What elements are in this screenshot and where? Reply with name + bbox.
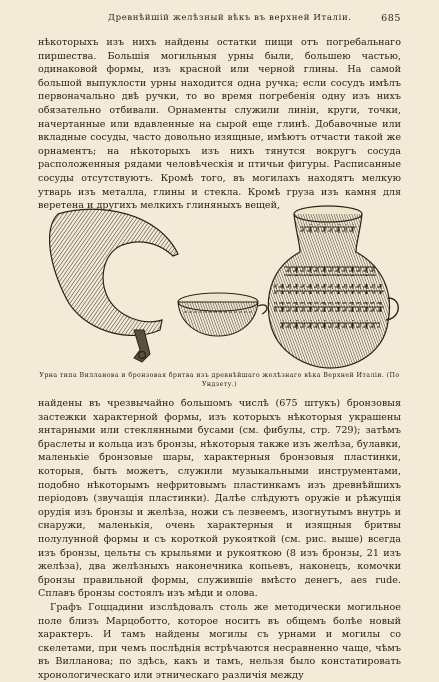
villanova-urn [268, 206, 398, 368]
bronze-razor [50, 209, 178, 362]
figure-caption: Урна типа Вилланова и бронзовая бритва изъ древнѣйшаго желѣзнаго вѣка Верхней Италіи. (По Ундзету.) [39, 372, 400, 388]
paragraph: найдены въ чрезвычайно большомъ числѣ (675 штукъ) бронзовыя застежки характерной формы, изъ которыхъ нѣкоторыя украшены янтарными или стеклянными бусами (см. фибулы, стр. 729); затѣмъ браслеты и кольца изъ бронзы, нѣкоторыя также изъ желѣза, булавки, маленькіе бронзовые шары, характерныя бронзовыя пластинки, которыя, быть можетъ, служили музыкальными инструментами, подобно нѣкоторымъ нефритовымъ пластинкамъ изъ древнѣйшихъ періодовъ (звучащія пластинки). Далѣе слѣдуютъ оружіе и рѣжущія орудія изъ бронзы и желѣза, ножи съ лезвеемъ, изогнутымъ внутрь и снаружи, маленькія, очень характерныя и изящныя бритвы полулунной формы и съ короткой рукояткой (см. рис. выше) всегда изъ бронзы, цельты съ крыльями и рукояткою (8 изъ бронзы, 21 изъ желѣза), два желѣзныхъ наконечника копьевъ, наконецъ, комочки бронзы правильной формы, служившіе вмѣсто денегъ, aes rude. Сплавъ бронзы состоялъ изъ мѣди и олова. [38, 398, 401, 600]
page-number: 685 [381, 13, 401, 24]
body-text-top [38, 36, 401, 213]
figure-illustration [38, 202, 401, 370]
small-bowl [178, 293, 267, 336]
paragraph: нѣкоторыхъ изъ нихъ найдены остатки пищи отъ погребальнаго пиршества. Большія могильныя урны были, большею частью, одинаковой формы, изъ красной или черной глины. На самой большой выпуклости урны находится одна ручка; если сосудъ имѣлъ первоначально двѣ ручки, то во время погребенія одну изъ нихъ обязательно отбивали. Орнаменты служили линіи, круги, точки, начертанные или вдавленные на сырой еще глинѣ. Добавочные или вкладные сосуды, часто довольно изящные, имѣютъ отчасти такой же орнаментъ; на нѣкоторыхъ изъ нихъ тянутся вокругъ сосуда расположенныя рядами человѣческія и птичьи фигуры. Расписанные сосуды отсутствуютъ. Кромѣ того, въ могилахъ находятъ мелкую утварь изъ металла, глины и стекла. Кромѣ груза изъ камня для веретена и другихъ мелкихъ глиняныхъ вещей, [38, 37, 401, 212]
illustration-drawing [38, 202, 401, 370]
running-title: Древнѣйшій желѣзный вѣкъ въ верхней Италіи. [108, 13, 352, 23]
running-header [38, 13, 401, 27]
paragraph: Графъ Гоццадини изслѣдовалъ столь же методически могильное поле близъ Марцоботто, которое носитъ въ общемъ болѣе новый характеръ. И тамъ найдены могилы съ урнами и могилы со скелетами, при чемъ послѣднія встрѣчаются несравненно чаще, чѣмъ въ Вилланова; по здѣсь, какъ и тамъ, нельзя было констатировать хронологическаго или этническаго различія между [38, 601, 401, 681]
body-text-bottom [38, 397, 401, 682]
